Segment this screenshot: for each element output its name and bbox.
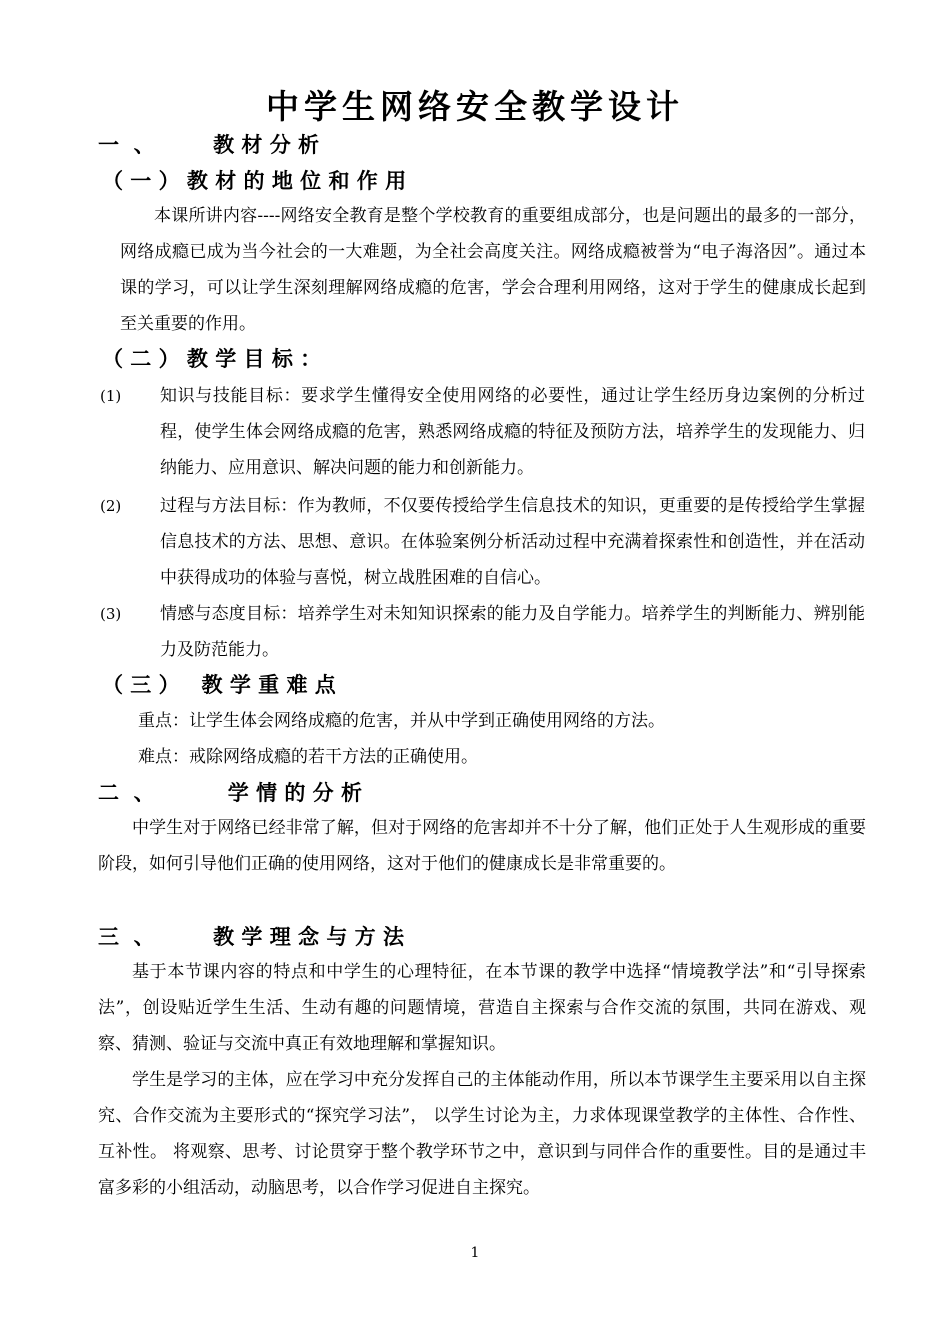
list-item-number: (3) [100, 605, 122, 623]
subsection-1-1-heading: （ 一 ） 教 材 的 地 位 和 作 用 [102, 169, 407, 193]
section-3-paragraph-1: 基于本节课内容的特点和中学生的心理特征，在本节课的教学中选择“情境教学法”和“引导探索法”，创设贴近学生生活、生动有趣的问题情境，营造自主探索与合作交流的氛围，共同在游戏、观察、猜测、验证与交流中真正有效地理解和掌握知识。 [98, 962, 866, 1054]
section-3-heading: 三 、 教 学 理 念 与 方 法 [98, 925, 404, 949]
section-2-paragraph: 中学生对于网络已经非常了解，但对于网络的危害却并不十分了解，他们正处于人生观形成的重要阶段，如何引导他们正确的使用网络，这对于他们的健康成长是非常重要的。 [98, 818, 866, 874]
list-item-number: (2) [100, 497, 122, 515]
list-item: 过程与方法目标：作为教师，不仅要传授给学生信息技术的知识，更重要的是传授给学生掌握信息技术的方法、思想、意识。在体验案例分析活动过程中充满着探索性和创造性，并在活动中获得成功的体验与喜悦，树立战胜困难的自信心。 [160, 496, 865, 588]
subsection-1-2-heading: （ 二 ） 教 学 目 标 ： [102, 347, 322, 371]
section-2-heading: 二 、 学 情 的 分 析 [98, 781, 362, 805]
section-1-heading: 一 、 教 材 分 析 [98, 133, 320, 157]
section-3-paragraph-2: 学生是学习的主体，应在学习中充分发挥自己的主体能动作用，所以本节课学生主要采用以自主探究、合作交流为主要形式的“探究学习法”， 以学生讨论为主，力求体现课堂教学的主体性、合作性、互补性。 将观察、思考、讨论贯穿于整个教学环节之中，意识到与同伴合作的重要性。目的是通过丰富多彩的小组活动，动脑思考，以合作学习促进自主探究。 [98, 1070, 866, 1198]
page-number: 1 [470, 1245, 480, 1261]
list-item-number: (1) [100, 387, 122, 405]
subsection-1-3-heading: （ 三 ） 教 学 重 难 点 [102, 673, 336, 697]
document-title: 中学生网络安全教学设计 [266, 87, 684, 126]
list-item: 知识与技能目标：要求学生懂得安全使用网络的必要性，通过让学生经历身边案例的分析过程，使学生体会网络成瘾的危害，熟悉网络成瘾的特征及预防方法，培养学生的发现能力、归纳能力、应用意识、解决问题的能力和创新能力。 [160, 386, 865, 478]
subsection-1-1-paragraph: 本课所讲内容----网络安全教育是整个学校教育的重要组成部分，也是问题出的最多的一部分，网络成瘾已成为当今社会的一大难题，为全社会高度关注。网络成瘾被誉为“电子海洛因”。通过本课的学习，可以让学生深刻理解网络成瘾的危害，学会合理利用网络，这对于学生的健康成长起到至关重要的作用。 [120, 206, 866, 334]
difficulty-point: 难点：戒除网络成瘾的若干方法的正确使用。 [138, 747, 478, 767]
key-point: 重点：让学生体会网络成瘾的危害，并从中学到正确使用网络的方法。 [138, 711, 665, 731]
list-item: 情感与态度目标：培养学生对未知知识探索的能力及自学能力。培养学生的判断能力、辨别能力及防范能力。 [160, 604, 865, 660]
